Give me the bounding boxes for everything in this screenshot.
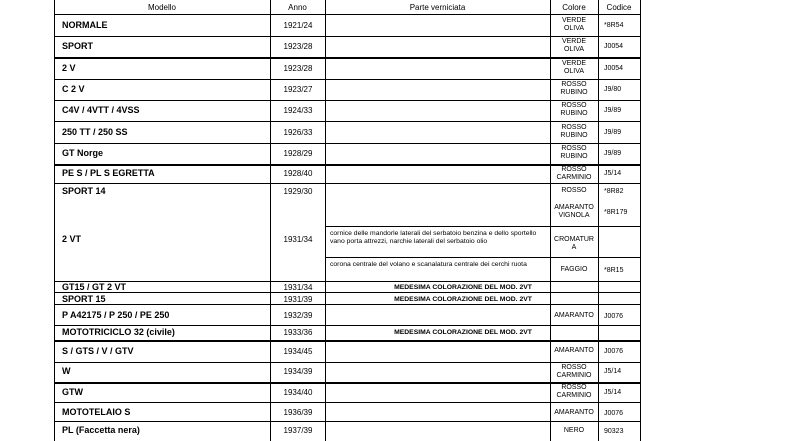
colore-cell: ROSSO RUBINO [560,124,588,139]
colore-cell: ROSSO [561,187,587,194]
modello-cell: SPORT [62,41,94,51]
sub-row-divider [325,257,640,258]
anno-cell: 1934/40 [283,388,313,397]
row-divider [54,362,641,363]
modello-cell: NORMALE [62,20,108,30]
modello-cell: PE S / PL S EGRETTA [62,168,155,178]
anno-cell: 1931/39 [283,295,313,304]
modello-cell: PL (Faccetta nera) [62,425,140,435]
codice-cell: J5/14 [604,389,622,396]
anno-cell: 1923/28 [283,42,313,51]
table-border-left [54,0,55,441]
header-modello: Modello [147,3,176,12]
header-codice: Codice [606,3,632,12]
row-divider [54,402,641,403]
codice-cell: 90323 [604,428,624,435]
anno-cell: 1933/36 [283,328,313,337]
modello-cell: 2 V [62,63,76,73]
anno-cell: 1931/34 [283,283,313,292]
colore-cell: ROSSO CARMINIO [556,384,592,399]
parte-verniciata-cell: corona centrale del volano e scanalatura centrale dei cerchi ruota [330,261,527,268]
parte-verniciata-cell: MEDESIMA COLORAZIONE DEL MOD. 2VT [394,284,532,291]
codice-cell: J0076 [604,313,624,320]
anno-cell: 1928/40 [283,169,313,178]
parte-verniciata-cell: MEDESIMA COLORAZIONE DEL MOD. 2VT [394,329,532,336]
codice-cell: J0076 [604,410,624,417]
modello-cell: SPORT 14 [62,186,106,196]
colore-cell: FAGGIO [560,266,588,273]
header-parte-verniciata: Parte verniciata [409,3,466,12]
colore-cell: VERDE OLIVA [561,38,587,53]
column-divider-parte [550,0,551,441]
parte-verniciata-cell: MEDESIMA COLORAZIONE DEL MOD. 2VT [394,296,532,303]
codice-cell: J5/14 [604,170,622,177]
anno-cell: 1928/29 [283,149,313,158]
colore-cell: VERDE OLIVA [561,60,587,75]
anno-cell: 1921/24 [283,21,313,30]
modello-cell: 250 TT / 250 SS [62,127,128,137]
codice-cell: J9/80 [604,86,622,93]
anno-cell: 1934/39 [283,367,313,376]
codice-cell: *8R15 [604,267,624,274]
table-border-right [640,0,641,441]
modello-cell: W [62,366,71,376]
colore-cell: VERDE OLIVA [561,17,587,32]
row-divider [54,57,641,59]
modello-cell: 2 VT [62,234,82,244]
colore-cell: ROSSO RUBINO [560,81,588,96]
colore-cell: ROSSO CARMINIO [556,166,592,181]
modello-cell: GT Norge [62,148,104,158]
codice-cell: J9/89 [604,107,622,114]
row-divider [54,421,641,422]
row-divider [54,325,641,326]
column-divider-colore [598,0,599,441]
row-divider [54,121,641,122]
modello-cell: MOTOTELAIO S [62,407,131,417]
modello-cell: GT15 / GT 2 VT [62,282,127,292]
header-anno: Anno [288,3,307,12]
row-divider [54,36,641,37]
parte-verniciata-cell: cornice delle mandorle laterali del serbatoio benzina e dello sportello vano porta attrezzi, narchie laterali del serbatoio olio [330,230,537,245]
codice-cell: J0054 [604,65,624,72]
anno-cell: 1937/39 [283,426,313,435]
colore-cell: NERO [563,427,585,434]
row-divider [54,14,641,15]
codice-cell: J9/89 [604,129,622,136]
row-divider [54,281,641,282]
row-divider [54,183,641,184]
modello-cell: SPORT 15 [62,294,106,304]
anno-cell: 1923/28 [283,64,313,73]
modello-cell: S / GTS / V / GTV [62,346,134,356]
header-colore: Colore [562,3,586,12]
row-divider [54,79,641,80]
colore-cell: AMARANTO [554,312,594,319]
codice-cell: J0076 [604,348,624,355]
codice-cell: J5/14 [604,368,622,375]
row-divider [54,100,641,101]
anno-cell: 1936/39 [283,408,313,417]
colore-cell: ROSSO RUBINO [560,145,588,160]
modello-cell: C4V / 4VTT / 4VSS [62,105,140,115]
codice-cell: J9/89 [604,150,622,157]
row-divider [54,304,641,305]
row-divider [54,292,641,293]
colore-cell: AMARANTO VIGNOLA [554,204,594,219]
row-divider [54,340,641,342]
modello-cell: P A42175 / P 250 / PE 250 [62,310,170,320]
codice-cell: *8R54 [604,22,624,29]
colore-cell: ROSSO CARMINIO [556,364,592,379]
colore-cell: CROMATUR A [554,236,594,251]
colore-cell: ROSSO RUBINO [560,102,588,117]
codice-cell: *8R179 [604,209,628,216]
anno-cell: 1931/34 [283,235,313,244]
modello-cell: C 2 V [62,84,85,94]
anno-cell: 1934/45 [283,347,313,356]
row-divider [54,143,641,144]
modello-cell: GTW [62,387,83,397]
anno-cell: 1932/39 [283,311,313,320]
anno-cell: 1924/33 [283,106,313,115]
codice-cell: *8R82 [604,188,624,195]
anno-cell: 1926/33 [283,128,313,137]
sub-row-divider [325,226,640,227]
colore-cell: AMARANTO [554,409,594,416]
anno-cell: 1923/27 [283,85,313,94]
modello-cell: MOTOTRICICLO 32 (civile) [62,327,175,337]
colore-cell: AMARANTO [554,347,594,354]
codice-cell: J0054 [604,43,624,50]
anno-cell: 1929/30 [283,187,313,196]
